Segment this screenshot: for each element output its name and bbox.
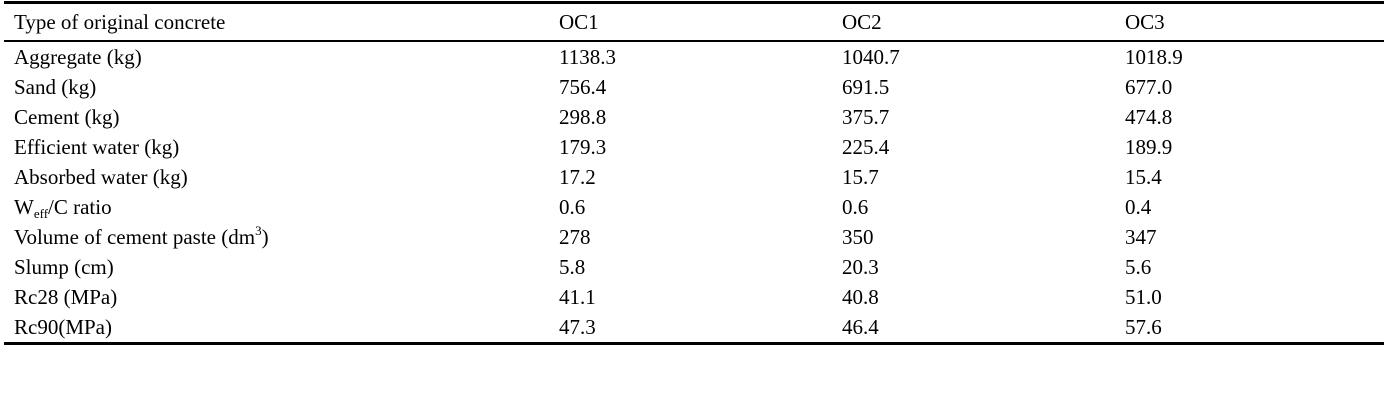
header-cell-type: Type of original concrete: [14, 10, 226, 34]
cell-oc3: 1018.9: [1125, 45, 1183, 69]
header-row: [4, 5, 1384, 40]
cell-oc2: 20.3: [842, 255, 879, 279]
cell-oc1: 17.2: [559, 165, 596, 189]
cell-oc3: 51.0: [1125, 285, 1162, 309]
cell-oc3: 189.9: [1125, 135, 1173, 159]
table-row: [4, 102, 1384, 132]
row-label: Cement (kg): [14, 105, 120, 129]
row-label: [4, 192, 549, 222]
cell-oc3: 57.6: [1125, 315, 1162, 339]
row-label: Aggregate (kg): [14, 45, 142, 69]
cell-oc3: 5.6: [1125, 255, 1152, 279]
cell-oc1: 756.4: [559, 75, 607, 99]
cell-oc3: 347: [1125, 225, 1157, 249]
table-row: [4, 72, 1384, 102]
cell-oc3: 474.8: [1125, 105, 1173, 129]
table-bottom-rule: [4, 342, 1384, 345]
label-superscript: 3: [255, 223, 262, 238]
cell-oc1: 47.3: [559, 315, 596, 339]
cell-oc2: 375.7: [842, 105, 890, 129]
table-top-rule: [4, 1, 1384, 4]
cell-oc2: 40.8: [842, 285, 879, 309]
cell-oc3: 0.4: [1125, 195, 1152, 219]
cell-oc3: 677.0: [1125, 75, 1173, 99]
cell-oc2: 1040.7: [842, 45, 900, 69]
row-label: Absorbed water (kg): [14, 165, 188, 189]
table-row: [4, 162, 1384, 192]
label-base: W: [14, 195, 34, 219]
cell-oc1: 41.1: [559, 285, 596, 309]
cell-oc2: 15.7: [842, 165, 879, 189]
cell-oc1: 179.3: [559, 135, 607, 159]
concrete-composition-table: [4, 1, 1384, 345]
table-row: [4, 252, 1384, 282]
cell-oc1: 278: [559, 225, 591, 249]
cell-oc2: 350: [842, 225, 874, 249]
table-row: [4, 42, 1384, 72]
label-base: Volume of cement paste (dm: [14, 225, 256, 249]
cell-oc3: 15.4: [1125, 165, 1162, 189]
cell-oc1: 298.8: [559, 105, 607, 129]
header-cell-oc1: OC1: [559, 10, 599, 34]
row-label: Rc28 (MPa): [14, 285, 118, 309]
data-table: [4, 5, 1384, 40]
data-table-body: [4, 42, 1384, 342]
table-row: [4, 222, 1384, 252]
table-row: [4, 192, 1384, 222]
cell-oc2: 0.6: [842, 195, 869, 219]
cell-oc2: 691.5: [842, 75, 890, 99]
cell-oc2: 225.4: [842, 135, 890, 159]
table-row: [4, 282, 1384, 312]
table-row: [4, 312, 1384, 342]
row-label: Efficient water (kg): [14, 135, 180, 159]
cell-oc1: 0.6: [559, 195, 586, 219]
row-label: [4, 222, 549, 252]
label-rest: ): [261, 225, 269, 249]
row-label: Sand (kg): [14, 75, 97, 99]
cell-oc1: 1138.3: [559, 45, 616, 69]
row-label: Rc90(MPa): [14, 315, 112, 339]
cell-oc1: 5.8: [559, 255, 586, 279]
label-rest: /C ratio: [48, 195, 112, 219]
label-subscript: eff: [33, 206, 49, 221]
header-cell-oc3: OC3: [1125, 10, 1165, 34]
header-cell-oc2: OC2: [842, 10, 882, 34]
table-row: [4, 132, 1384, 162]
cell-oc2: 46.4: [842, 315, 879, 339]
row-label: Slump (cm): [14, 255, 114, 279]
